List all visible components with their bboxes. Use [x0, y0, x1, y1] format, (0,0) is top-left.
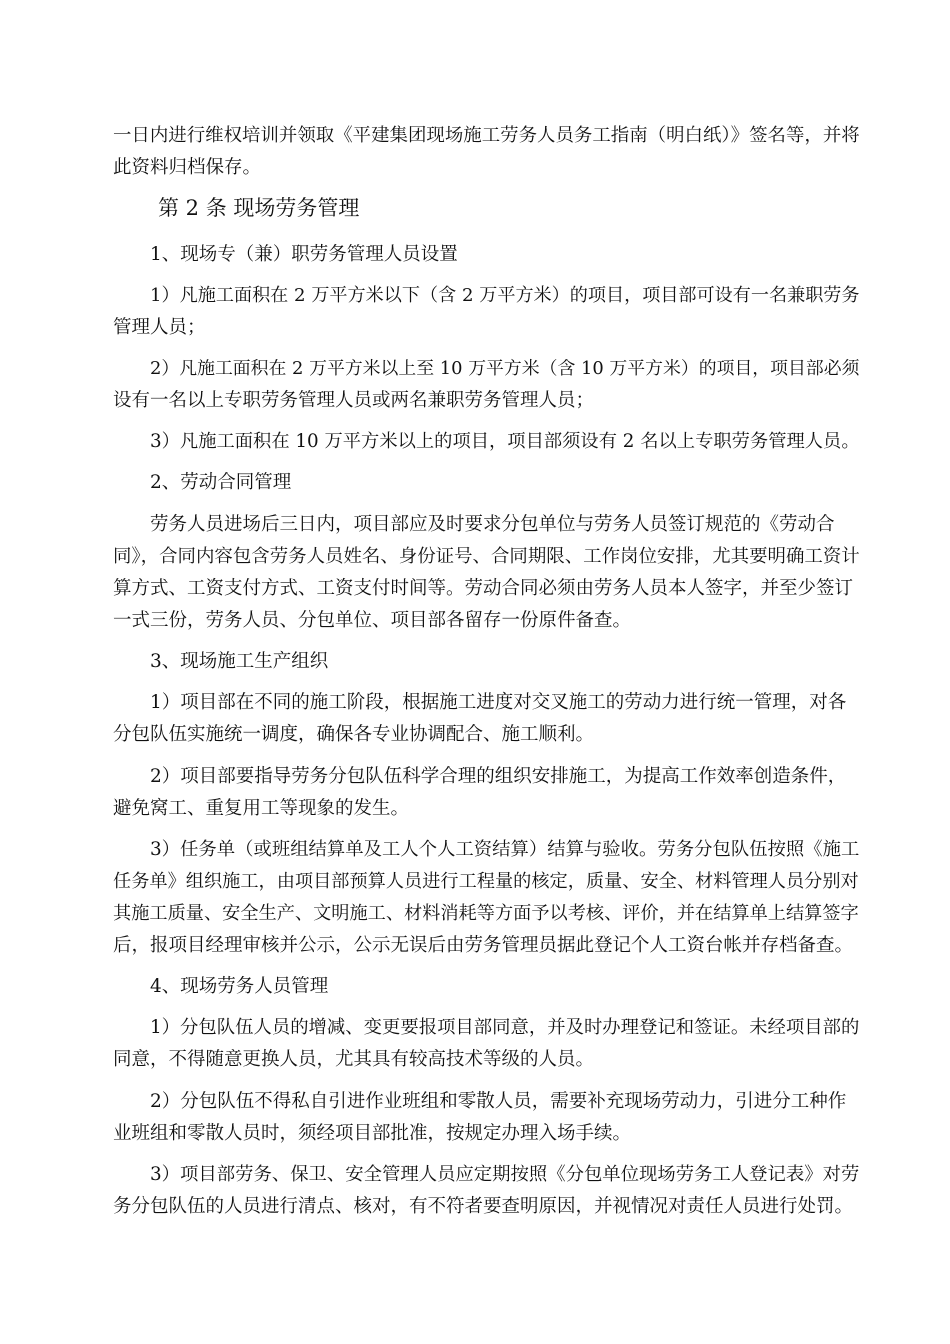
paragraph-line: 其施工质量、安全生产、文明施工、材料消耗等方面予以考核、评价，并在结算单上结算签字 [113, 903, 859, 924]
paragraph-line: 设有一名以上专职劳务管理人员或两名兼职劳务管理人员； [113, 390, 595, 411]
paragraph-line: 同》，合同内容包含劳务人员姓名、身份证号、合同期限、工作岗位安排，尤其要明确工资计 [113, 546, 860, 567]
paragraph-line: 3）凡施工面积在 10 万平方米以上的项目，项目部须设有 2 名以上专职劳务管理人员。 [150, 431, 860, 452]
paragraph-line: 业班组和零散人员时，须经项目部批准，按规定办理入场手续。 [113, 1123, 632, 1144]
paragraph-line: 3）任务单（或班组结算单及工人个人工资结算）结算与验收。劳务分包队伍按照《施工 [150, 839, 860, 860]
section-heading: 1、现场专（兼）职劳务管理人员设置 [150, 244, 458, 265]
paragraph-line: 2）项目部要指导劳务分包队伍科学合理的组织安排施工，为提高工作效率创造条件， [150, 766, 847, 787]
section-heading: 2、劳动合同管理 [150, 472, 292, 493]
paragraph-line: 劳务人员进场后三日内，项目部应及时要求分包单位与劳务人员签订规范的《劳动合 [150, 514, 835, 535]
article-heading: 第 2 条 现场劳务管理 [158, 196, 360, 220]
paragraph-line: 1）项目部在不同的施工阶段，根据施工进度对交叉施工的劳动力进行统一管理，对各 [150, 692, 847, 713]
paragraph-line: 一式三份，劳务人员、分包单位、项目部各留存一份原件备查。 [113, 610, 632, 631]
paragraph-line: 分包队伍实施统一调度，确保各专业协调配合、施工顺利。 [113, 724, 595, 745]
paragraph-line: 2）分包队伍不得私自引进作业班组和零散人员，需要补充现场劳动力，引进分工种作 [150, 1091, 847, 1112]
paragraph-line: 3）项目部劳务、保卫、安全管理人员应定期按照《分包单位现场劳务工人登记表》对劳 [150, 1164, 860, 1185]
paragraph-line: 1）凡施工面积在 2 万平方米以下（含 2 万平方米）的项目，项目部可设有一名兼职劳务 [150, 285, 860, 306]
paragraph-line: 1）分包队伍人员的增减、变更要报项目部同意，并及时办理登记和签证。未经项目部的 [150, 1017, 860, 1038]
paragraph-line: 后，报项目经理审核并公示，公示无误后由劳务管理员据此登记个人工资台帐并存档备查。 [113, 935, 854, 956]
paragraph-line: 同意，不得随意更换人员，尤其具有较高技术等级的人员。 [113, 1049, 595, 1070]
section-heading: 4、现场劳务人员管理 [150, 976, 329, 997]
paragraph-line: 此资料归档保存。 [113, 157, 262, 178]
paragraph-line: 务分包队伍的人员进行清点、核对，有不符者要查明原因，并视情况对责任人员进行处罚。 [113, 1196, 854, 1217]
paragraph-line: 任务单》组织施工，由项目部预算人员进行工程量的核定，质量、安全、材料管理人员分别对 [113, 871, 859, 892]
paragraph-line: 算方式、工资支付方式、工资支付时间等。劳动合同必须由劳务人员本人签字，并至少签订 [113, 578, 854, 599]
paragraph-line: 管理人员； [113, 317, 206, 338]
paragraph-line: 一日内进行维权培训并领取《平建集团现场施工劳务人员务工指南（明白纸）》签名等，并将 [113, 125, 860, 146]
section-heading: 3、现场施工生产组织 [150, 651, 329, 672]
paragraph-line: 2）凡施工面积在 2 万平方米以上至 10 万平方米（含 10 万平方米）的项目，项目部必须 [150, 358, 860, 379]
paragraph-line: 避免窝工、重复用工等现象的发生。 [113, 798, 410, 819]
